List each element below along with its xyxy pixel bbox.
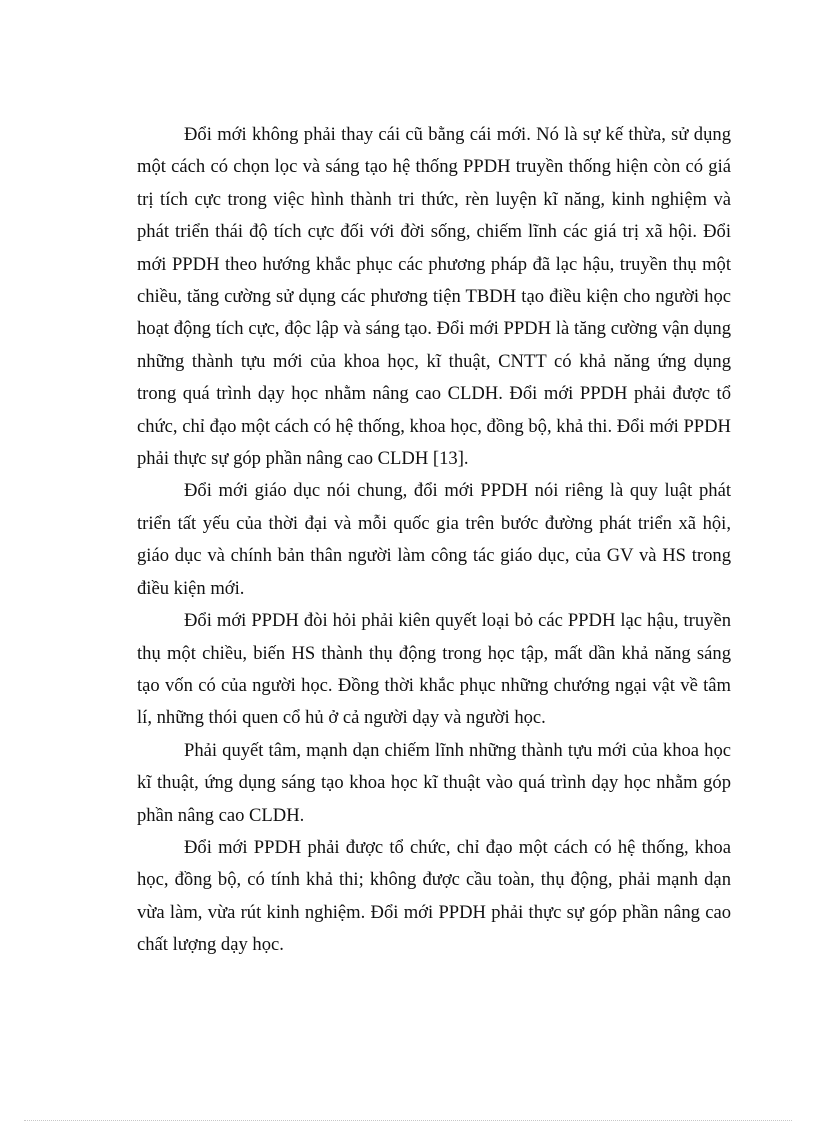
paragraph-1: Đổi mới không phải thay cái cũ bằng cái mới. Nó là sự kế thừa, sử dụng một cách có chọn lọc và sáng tạo hệ thống PPDH truyền thống hiện còn có giá trị tích cực trong việc hình thành tri thức, rèn luyện kĩ năng, kinh nghiệm và phát triển thái độ tích cực đối với đời sống, chiếm lĩnh các giá trị xã hội. Đổi mới PPDH theo hướng khắc phục các phương pháp đã lạc hậu, truyền thụ một chiều, tăng cường sử dụng các phương tiện TBDH tạo điều kiện cho người học hoạt động tích cực, độc lập và sáng tạo. Đổi mới PPDH là tăng cường vận dụng những thành tựu mới của khoa học, kĩ thuật, CNTT có khả năng ứng dụng trong quá trình dạy học nhằm nâng cao CLDH. Đổi mới PPDH phải được tổ chức, chỉ đạo một cách có hệ thống, khoa học, đồng bộ, khả thi. Đổi mới PPDH phải thực sự góp phần nâng cao CLDH [13]. — [137, 124, 731, 470]
document-body — [137, 119, 731, 962]
paragraph-3: Đổi mới PPDH đòi hỏi phải kiên quyết loại bỏ các PPDH lạc hậu, truyền thụ một chiều, biến HS thành thụ động trong học tập, mất dần khả năng sáng tạo vốn có của người học. Đồng thời khắc phục những chướng ngại vật về tâm lí, những thói quen cổ hủ ở cả người dạy và người học. — [137, 610, 731, 729]
paragraph-4: Phải quyết tâm, mạnh dạn chiếm lĩnh những thành tựu mới của khoa học kĩ thuật, ứng dụng sáng tạo khoa học kĩ thuật vào quá trình dạy học nhằm góp phần nâng cao CLDH. — [137, 739, 731, 826]
paragraph-5: Đổi mới PPDH phải được tổ chức, chỉ đạo một cách có hệ thống, khoa học, đồng bộ, có tính khả thi; không được cầu toàn, thụ động, phải mạnh dạn vừa làm, vừa rút kinh nghiệm. Đổi mới PPDH phải thực sự góp phần nâng cao chất lượng dạy học. — [137, 836, 731, 956]
paragraph-2: Đổi mới giáo dục nói chung, đổi mới PPDH nói riêng là quy luật phát triển tất yếu của thời đại và mỗi quốc gia trên bước đường phát triển xã hội, giáo dục và chính bản thân người làm công tác giáo dục, của GV và HS trong điều kiện mới. — [137, 480, 731, 599]
page-bottom-divider — [24, 1120, 792, 1121]
